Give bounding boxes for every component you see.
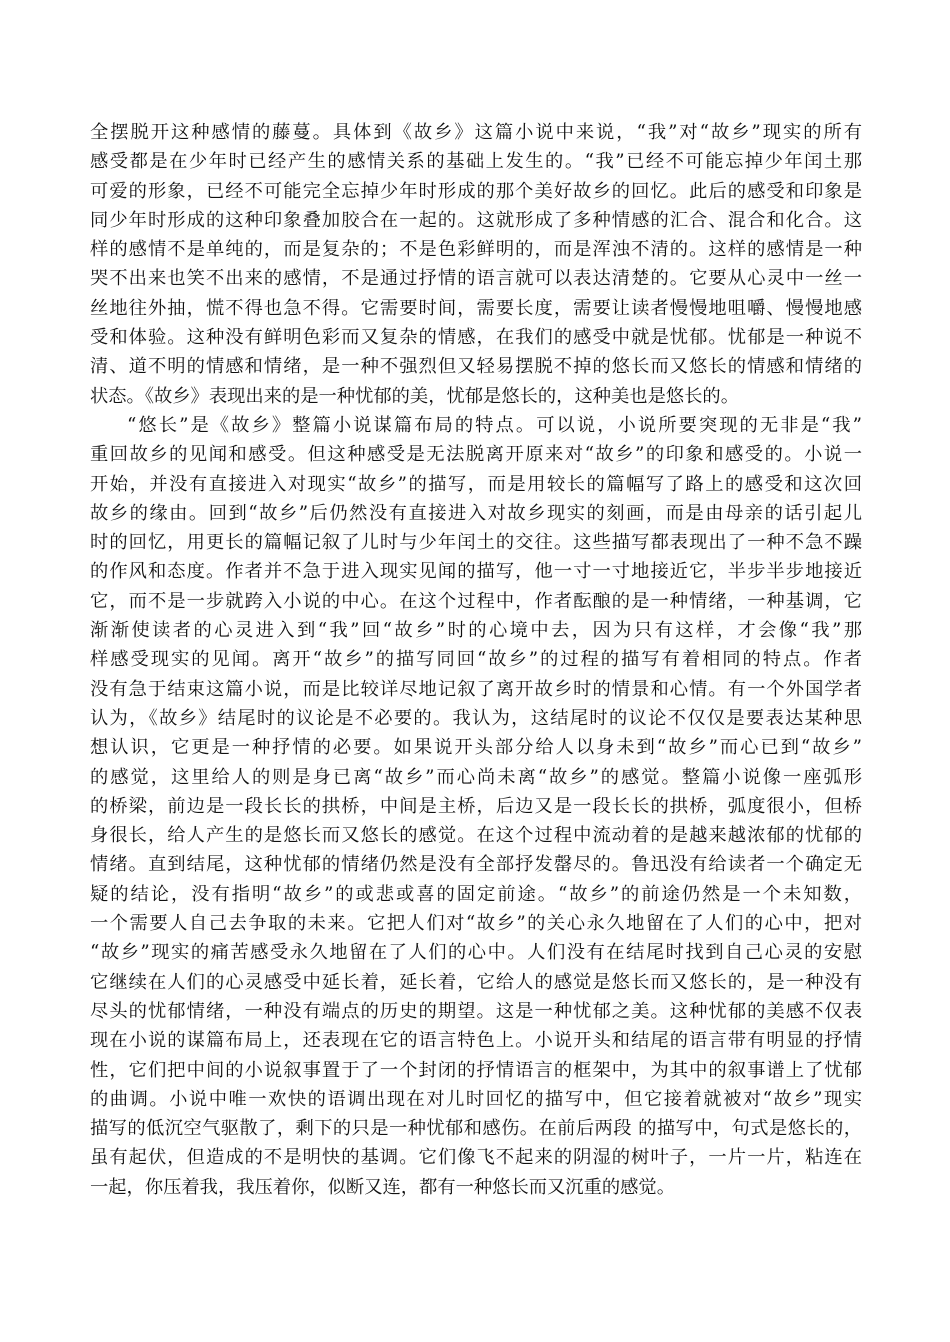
text-line: 清、道不明的情感和情绪，是一种不强烈但又轻易摆脱不掉的悠长而又悠长的情感和情绪的 — [90, 356, 862, 378]
text-line: 状态。《故乡》表现出来的是一种忧郁的美，忧郁是悠长的，这种美也是悠长的。 — [90, 385, 739, 407]
text-line: 一个需要人自己去争取的未来。它把人们对“故乡”的关心永久地留在了人们的心中，把对 — [90, 913, 862, 935]
text-line: 的曲调。小说中唯一欢快的语调出现在对儿时回忆的描写中，但它接着就被对“故乡”现实 — [90, 1088, 862, 1110]
text-line: “悠长”是《故乡》整篇小说谋篇布局的特点。可以说，小说所要突现的无非是“我” — [127, 414, 862, 436]
text-line: 认为，《故乡》结尾时的议论是不必要的。我认为，这结尾时的议论不仅仅是要表达某种思 — [90, 707, 862, 729]
text-line: 样感受现实的见闻。离开“故乡”的描写同回“故乡”的过程的描写有着相同的特点。作者 — [90, 649, 862, 671]
text-line: 情绪。直到结尾，这种忧郁的情绪仍然是没有全部抒发罄尽的。鲁迅没有给读者一个确定无 — [90, 854, 862, 876]
text-line: 故乡的缘由。回到“故乡”后仍然没有直接进入对故乡现实的刻画，而是由母亲的话引起儿 — [90, 502, 862, 524]
text-line: 的桥梁，前边是一段长长的拱桥，中间是主桥，后边又是一段长长的拱桥，弧度很小，但桥 — [90, 795, 862, 817]
text-line: 它继续在人们的心灵感受中延长着，延长着，它给人的感觉是悠长而又悠长的，是一种没有 — [90, 971, 862, 993]
text-line: 身很长，给人产生的是悠长而又悠长的感觉。在这个过程中流动着的是越来越浓郁的忧郁的 — [90, 825, 862, 847]
text-line: 全摆脱开这种感情的藤蔓。具体到《故乡》这篇小说中来说，“我”对“故乡”现实的所有 — [90, 122, 862, 143]
text-line: 渐渐使读者的心灵进入到“我”回“故乡”时的心境中去，因为只有这样，才会像“我”那 — [90, 620, 862, 642]
text-line: 时的回忆，用更长的篇幅记叙了儿时与少年闰土的交往。这些描写都表现出了一种不急不躁 — [90, 532, 862, 554]
text-line: 受和体验。这种没有鲜明色彩而又复杂的情感，在我们的感受中就是忧郁。忧郁是一种说不 — [90, 327, 862, 349]
text-line: 的感觉，这里给人的则是身已离“故乡”而心尚未离“故乡”的感觉。整篇小说像一座弧形 — [90, 766, 862, 788]
text-line: 性，它们把中间的小说叙事置于了一个封闭的抒情语言的框架中，为其中的叙事谱上了忧郁 — [90, 1059, 862, 1081]
text-line: 它，而不是一步就跨入小说的中心。在这个过程中，作者酝酿的是一种情绪，一种基调，它 — [90, 590, 862, 612]
text-line: 虽有起伏，但造成的不是明快的基调。它们像飞不起来的阴湿的树叶子，一片一片，粘连在 — [90, 1147, 862, 1169]
text-line: 疑的结论，没有指明“故乡”的或悲或喜的固定前途。“故乡”的前途仍然是一个未知数， — [90, 883, 862, 905]
text-line: 想认识，它更是一种抒情的必要。如果说开头部分给人以身未到“故乡”而心已到“故乡” — [90, 737, 862, 759]
text-line: “故乡”现实的痛苦感受永久地留在了人们的心中。人们没有在结尾时找到自己心灵的安慰 — [90, 942, 862, 964]
text-line: 样的感情不是单纯的，而是复杂的；不是色彩鲜明的，而是浑浊不清的。这样的感情是一种 — [90, 239, 862, 261]
document-page — [90, 118, 862, 1202]
text-line: 感受都是在少年时已经产生的感情关系的基础上发生的。“我”已经不可能忘掉少年闰土那 — [90, 151, 862, 173]
paragraph-1 — [90, 118, 862, 411]
text-line: 哭不出来也笑不出来的感情，不是通过抒情的语言就可以表达清楚的。它要从心灵中一丝一 — [90, 268, 862, 290]
text-line: 现在小说的谋篇布局上，还表现在它的语言特色上。小说开头和结尾的语言带有明显的抒情 — [90, 1030, 862, 1052]
text-line: 尽头的忧郁情绪，一种没有端点的历史的期望。这是一种忧郁之美。这种忧郁的美感不仅表 — [90, 1000, 862, 1022]
text-line: 可爱的形象，已经不可能完全忘掉少年时形成的那个美好故乡的回忆。此后的感受和印象是 — [90, 180, 862, 202]
paragraph-2 — [90, 411, 862, 1202]
text-line: 重回故乡的见闻和感受。但这种感受是无法脱离开原来对“故乡”的印象和感受的。小说一 — [90, 444, 862, 466]
text-line: 的作风和态度。作者并不急于进入现实见闻的描写，他一寸一寸地接近它，半步半步地接近 — [90, 561, 862, 583]
text-line: 同少年时形成的这种印象叠加胶合在一起的。这就形成了多种情感的汇合、混合和化合。这 — [90, 209, 862, 231]
text-line: 描写的低沉空气驱散了，剩下的只是一种忧郁和感伤。在前后两段 的描写中，句式是悠长的， — [90, 1118, 862, 1140]
text-line: 没有急于结束这篇小说，而是比较详尽地记叙了离开故乡时的情景和心情。有一个外国学者 — [90, 678, 862, 700]
text-line: 开始，并没有直接进入对现实“故乡”的描写，而是用较长的篇幅写了路上的感受和这次回 — [90, 473, 862, 495]
text-line: 丝地往外抽，慌不得也急不得。它需要时间，需要长度，需要让读者慢慢地咀嚼、慢慢地感 — [90, 297, 862, 319]
text-line: 一起，你压着我，我压着你，似断又连，都有一种悠长而又沉重的感觉。 — [90, 1176, 675, 1198]
